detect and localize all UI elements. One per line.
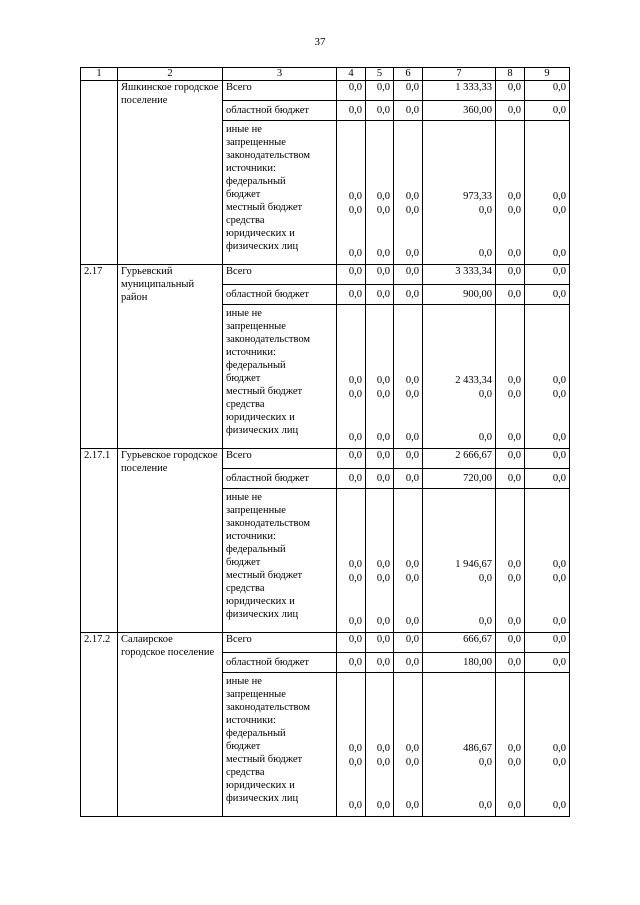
value-cell: 0,0 [525,81,570,101]
source-label-line: бюджет [226,373,261,384]
source-label-line: законодательством [226,150,311,161]
value-cell: 0,0 [337,469,366,489]
source-label-line: местный бюджет [226,570,303,581]
value-stack [340,491,362,632]
value-federal: 1 946,67 [455,559,492,570]
source-label-line: иные не [226,124,262,135]
value-cell: 0,0 [496,285,525,305]
source-label-line: федеральный [226,176,286,187]
value-local: 0,0 [405,205,419,216]
value-stack [426,491,492,632]
source-label-line: средства [226,767,265,778]
col-header: 5 [366,68,394,81]
source-label-line: бюджет [226,557,261,568]
value-federal: 2 433,34 [455,375,492,386]
value-stack [426,675,492,816]
value-legal-entities: 0,0 [405,248,419,259]
value-cell: 0,0 [337,285,366,305]
value-local: 0,0 [376,757,390,768]
value-legal-entities: 0,0 [552,248,566,259]
value-legal-entities: 0,0 [376,432,390,443]
value-stack [369,307,390,448]
value-cell: 0,0 [366,81,394,101]
value-local: 0,0 [478,573,492,584]
value-cell: 0,0 [366,469,394,489]
value-cell-stack [423,489,496,633]
row-name: Гурьевский муниципальный район [118,265,223,449]
row-name: Гурьевское городское поселение [118,449,223,633]
value-cell: 0,0 [496,81,525,101]
value-cell: 0,0 [496,469,525,489]
source-label-line: местный бюджет [226,386,303,397]
value-legal-entities: 0,0 [405,800,419,811]
col-header: 6 [394,68,423,81]
value-federal: 0,0 [507,743,521,754]
value-local: 0,0 [507,205,521,216]
source-label-line: средства [226,215,265,226]
value-cell-stack [423,673,496,817]
value-legal-entities: 0,0 [507,800,521,811]
value-cell-stack [496,121,525,265]
source-label-total: Всего [223,633,337,653]
value-local: 0,0 [478,205,492,216]
value-cell: 0,0 [337,633,366,653]
value-federal: 0,0 [405,743,419,754]
value-cell: 0,0 [366,633,394,653]
value-stack [340,675,362,816]
value-cell: 0,0 [496,101,525,121]
value-cell-stack [394,673,423,817]
header-row [81,68,570,81]
value-cell: 0,0 [394,81,423,101]
value-cell-stack [525,673,570,817]
value-cell-stack [394,305,423,449]
value-cell: 900,00 [423,285,496,305]
value-cell: 0,0 [394,469,423,489]
value-cell: 0,0 [496,653,525,673]
value-cell: 666,67 [423,633,496,653]
value-federal: 0,0 [348,743,362,754]
value-cell: 0,0 [496,449,525,469]
value-legal-entities: 0,0 [478,248,492,259]
value-cell-stack [496,489,525,633]
value-legal-entities: 0,0 [376,800,390,811]
value-legal-entities: 0,0 [405,616,419,627]
value-cell-stack [337,121,366,265]
value-stack [528,491,566,632]
value-cell: 0,0 [525,285,570,305]
value-stack [528,307,566,448]
value-legal-entities: 0,0 [507,616,521,627]
value-cell-stack [423,305,496,449]
value-cell-stack [496,305,525,449]
value-cell: 0,0 [366,265,394,285]
value-cell: 0,0 [496,633,525,653]
source-label-line: запрещенные [226,505,286,516]
value-cell: 0,0 [337,653,366,673]
value-cell: 720,00 [423,469,496,489]
value-cell: 0,0 [394,265,423,285]
value-cell-stack [366,305,394,449]
value-stack [499,307,521,448]
value-cell-stack [525,121,570,265]
source-label-oblast: областной бюджет [223,285,337,305]
value-cell: 0,0 [525,101,570,121]
page-number: 37 [314,36,326,48]
budget-table [80,67,570,817]
value-cell: 0,0 [337,81,366,101]
value-cell-stack [525,489,570,633]
row-code: 2.17.2 [81,633,118,817]
value-cell: 0,0 [394,285,423,305]
source-label-line: запрещенные [226,689,286,700]
value-stack [499,491,521,632]
source-label-total: Всего [223,81,337,101]
value-cell: 0,0 [366,285,394,305]
value-legal-entities: 0,0 [348,432,362,443]
value-local: 0,0 [348,205,362,216]
value-local: 0,0 [552,205,566,216]
source-label-other [223,305,337,449]
value-cell: 0,0 [525,469,570,489]
value-federal: 0,0 [507,559,521,570]
value-local: 0,0 [348,757,362,768]
value-federal: 0,0 [348,191,362,202]
value-local: 0,0 [507,757,521,768]
source-label-line: юридических и [226,228,295,239]
source-label-line: юридических и [226,780,295,791]
value-federal: 0,0 [507,191,521,202]
row-code: 2.17 [81,265,118,449]
source-label-line: источники: [226,531,276,542]
source-label-line: бюджет [226,741,261,752]
source-label-oblast: областной бюджет [223,653,337,673]
source-label-line: федеральный [226,728,286,739]
table-row-total [81,81,570,101]
source-label-line: иные не [226,308,262,319]
value-local: 0,0 [376,573,390,584]
value-local: 0,0 [405,757,419,768]
source-label-line: местный бюджет [226,202,303,213]
row-code [81,81,118,265]
value-local: 0,0 [552,389,566,400]
value-federal: 0,0 [376,743,390,754]
value-cell: 0,0 [337,101,366,121]
value-federal: 0,0 [348,375,362,386]
value-cell: 0,0 [366,449,394,469]
value-cell: 3 333,34 [423,265,496,285]
value-legal-entities: 0,0 [507,248,521,259]
value-legal-entities: 0,0 [405,432,419,443]
source-label-line: запрещенные [226,137,286,148]
source-label-line: законодательством [226,518,311,529]
source-label-line: иные не [226,676,262,687]
value-cell: 0,0 [525,449,570,469]
value-cell-stack [496,673,525,817]
table-row-total [81,449,570,469]
value-legal-entities: 0,0 [552,800,566,811]
value-legal-entities: 0,0 [348,616,362,627]
value-legal-entities: 0,0 [348,800,362,811]
source-label-line: источники: [226,163,276,174]
source-label-line: местный бюджет [226,754,303,765]
source-label-oblast: областной бюджет [223,469,337,489]
table-row-total [81,633,570,653]
value-stack [528,675,566,816]
value-stack [369,491,390,632]
value-stack [397,491,419,632]
source-label-line: бюджет [226,189,261,200]
value-federal: 486,67 [463,743,492,754]
value-cell: 360,00 [423,101,496,121]
value-legal-entities: 0,0 [507,432,521,443]
value-local: 0,0 [478,757,492,768]
source-label-total: Всего [223,265,337,285]
value-federal: 0,0 [376,559,390,570]
value-stack [340,307,362,448]
value-cell: 0,0 [337,265,366,285]
value-cell: 0,0 [394,633,423,653]
value-legal-entities: 0,0 [478,432,492,443]
value-stack [528,123,566,264]
source-label-line: запрещенные [226,321,286,332]
source-label-line: источники: [226,347,276,358]
value-cell: 0,0 [394,449,423,469]
value-stack [369,123,390,264]
value-legal-entities: 0,0 [552,432,566,443]
value-cell-stack [423,121,496,265]
value-stack [499,123,521,264]
value-local: 0,0 [348,573,362,584]
value-cell-stack [394,489,423,633]
source-label-line: физических лиц [226,609,299,620]
value-legal-entities: 0,0 [478,800,492,811]
source-label-line: юридических и [226,412,295,423]
value-local: 0,0 [552,573,566,584]
value-cell-stack [366,489,394,633]
source-label-line: источники: [226,715,276,726]
source-label-line: физических лиц [226,241,299,252]
source-label-line: средства [226,583,265,594]
value-local: 0,0 [507,573,521,584]
value-cell: 0,0 [394,101,423,121]
col-header: 8 [496,68,525,81]
col-header: 4 [337,68,366,81]
value-federal: 0,0 [348,559,362,570]
source-label-line: законодательством [226,334,311,345]
source-label-total: Всего [223,449,337,469]
value-cell: 0,0 [496,265,525,285]
value-stack [397,123,419,264]
value-cell-stack [337,305,366,449]
value-cell: 0,0 [366,653,394,673]
value-cell: 0,0 [525,633,570,653]
source-label-line: федеральный [226,360,286,371]
value-cell: 0,0 [337,449,366,469]
value-federal: 0,0 [552,559,566,570]
row-name: Салаирское городское поселение [118,633,223,817]
value-cell-stack [366,121,394,265]
value-federal: 0,0 [405,191,419,202]
value-legal-entities: 0,0 [348,248,362,259]
table-row-total [81,265,570,285]
value-legal-entities: 0,0 [376,616,390,627]
source-label-oblast: областной бюджет [223,101,337,121]
source-label-other [223,121,337,265]
value-federal: 0,0 [376,191,390,202]
value-cell-stack [394,121,423,265]
value-stack [397,675,419,816]
value-local: 0,0 [405,389,419,400]
value-stack [369,675,390,816]
value-cell-stack [337,489,366,633]
value-legal-entities: 0,0 [478,616,492,627]
value-federal: 0,0 [507,375,521,386]
source-label-other [223,673,337,817]
value-federal: 0,0 [552,191,566,202]
value-cell-stack [366,673,394,817]
value-legal-entities: 0,0 [552,616,566,627]
source-label-line: средства [226,399,265,410]
value-federal: 0,0 [552,743,566,754]
value-cell: 0,0 [366,101,394,121]
source-label-other [223,489,337,633]
value-stack [426,123,492,264]
source-label-line: физических лиц [226,793,299,804]
value-local: 0,0 [348,389,362,400]
value-local: 0,0 [552,757,566,768]
value-stack [340,123,362,264]
value-cell-stack [525,305,570,449]
row-name: Яшкинское городское поселение [118,81,223,265]
value-local: 0,0 [478,389,492,400]
value-stack [426,307,492,448]
col-header: 1 [81,68,118,81]
row-code: 2.17.1 [81,449,118,633]
source-label-line: законодательством [226,702,311,713]
value-cell: 1 333,33 [423,81,496,101]
value-federal: 0,0 [552,375,566,386]
col-header: 7 [423,68,496,81]
source-label-line: иные не [226,492,262,503]
col-header: 9 [525,68,570,81]
col-header: 2 [118,68,223,81]
value-cell: 0,0 [525,653,570,673]
source-label-line: юридических и [226,596,295,607]
source-label-line: физических лиц [226,425,299,436]
value-cell-stack [337,673,366,817]
value-local: 0,0 [376,205,390,216]
value-stack [397,307,419,448]
value-federal: 0,0 [405,559,419,570]
value-cell: 2 666,67 [423,449,496,469]
value-local: 0,0 [405,573,419,584]
value-cell: 0,0 [525,265,570,285]
value-local: 0,0 [376,389,390,400]
value-stack [499,675,521,816]
value-federal: 973,33 [463,191,492,202]
table-body [81,81,570,817]
value-federal: 0,0 [405,375,419,386]
value-local: 0,0 [507,389,521,400]
value-federal: 0,0 [376,375,390,386]
value-cell: 0,0 [394,653,423,673]
value-legal-entities: 0,0 [376,248,390,259]
col-header: 3 [223,68,337,81]
source-label-line: федеральный [226,544,286,555]
value-cell: 180,00 [423,653,496,673]
